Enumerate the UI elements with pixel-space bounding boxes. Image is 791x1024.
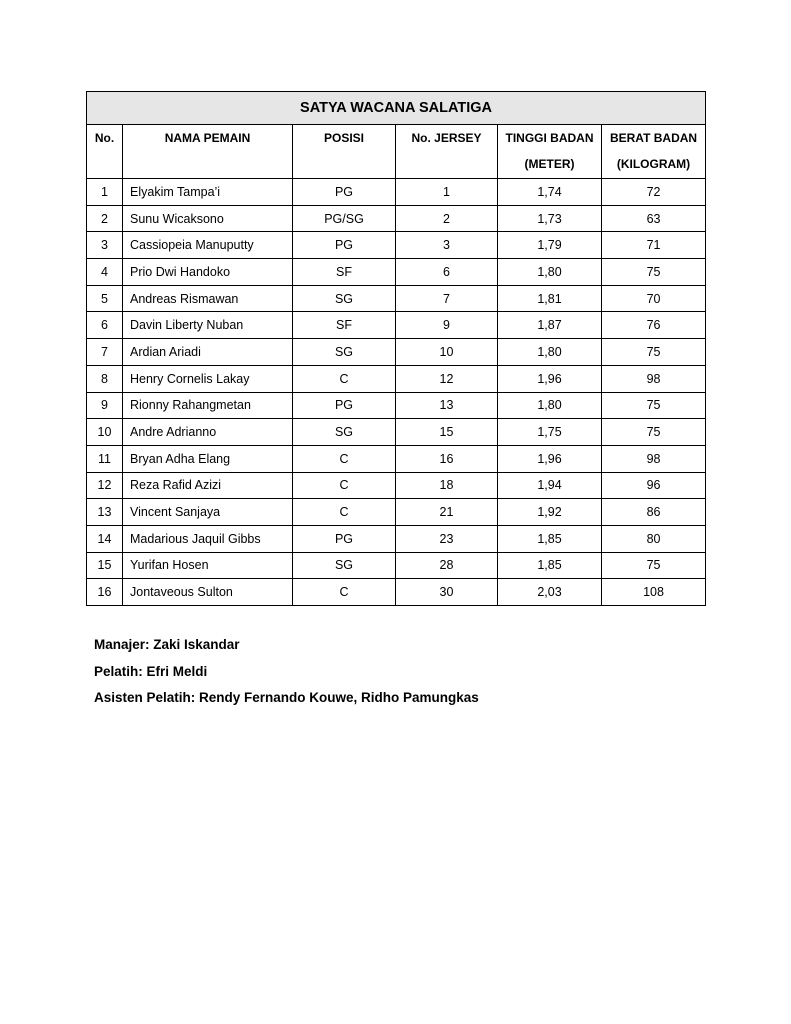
header-sublabel: (KILOGRAM) bbox=[616, 157, 691, 171]
player-name: Madarious Jaquil Gibbs bbox=[123, 525, 293, 552]
table-row bbox=[87, 499, 706, 526]
player-jersey: 23 bbox=[396, 525, 498, 552]
player-name: Jontaveous Sulton bbox=[123, 579, 293, 606]
player-position: SG bbox=[293, 339, 396, 366]
player-name: Andre Adrianno bbox=[123, 419, 293, 446]
header-sublabel bbox=[293, 151, 395, 177]
player-height: 2,03 bbox=[498, 579, 602, 606]
player-position: C bbox=[293, 579, 396, 606]
player-jersey: 12 bbox=[396, 365, 498, 392]
player-height: 1,92 bbox=[498, 499, 602, 526]
player-weight: 80 bbox=[602, 525, 706, 552]
player-weight: 70 bbox=[602, 285, 706, 312]
table-row bbox=[87, 365, 706, 392]
header-label: No. JERSEY bbox=[411, 131, 482, 145]
player-height: 1,73 bbox=[498, 205, 602, 232]
player-position: PG bbox=[293, 179, 396, 206]
player-position: C bbox=[293, 445, 396, 472]
player-name: Henry Cornelis Lakay bbox=[123, 365, 293, 392]
player-height: 1,85 bbox=[498, 525, 602, 552]
player-height: 1,80 bbox=[498, 259, 602, 286]
coach-line: Pelatih: Efri Meldi bbox=[94, 663, 208, 679]
player-jersey: 30 bbox=[396, 579, 498, 606]
player-weight: 75 bbox=[602, 339, 706, 366]
player-name: Sunu Wicaksono bbox=[123, 205, 293, 232]
player-number: 14 bbox=[87, 525, 123, 552]
header-label: TINGGI BADAN bbox=[505, 131, 594, 145]
player-jersey: 28 bbox=[396, 552, 498, 579]
player-height: 1,85 bbox=[498, 552, 602, 579]
player-position: C bbox=[293, 472, 396, 499]
header-label: POSISI bbox=[323, 131, 364, 145]
player-weight: 75 bbox=[602, 419, 706, 446]
assistant-coach-line: Asisten Pelatih: Rendy Fernando Kouwe, Ridho Pamungkas bbox=[94, 690, 479, 705]
player-weight: 72 bbox=[602, 179, 706, 206]
header-label: No. bbox=[94, 131, 115, 145]
table-title: SATYA WACANA SALATIGA bbox=[87, 92, 706, 125]
header-row bbox=[87, 125, 706, 179]
table-row bbox=[87, 259, 706, 286]
player-weight: 98 bbox=[602, 365, 706, 392]
player-jersey: 7 bbox=[396, 285, 498, 312]
table-row bbox=[87, 312, 706, 339]
player-number: 9 bbox=[87, 392, 123, 419]
header-no bbox=[87, 125, 123, 179]
player-jersey: 6 bbox=[396, 259, 498, 286]
staff-list bbox=[94, 632, 479, 712]
player-number: 3 bbox=[87, 232, 123, 259]
table-row bbox=[87, 525, 706, 552]
player-height: 1,96 bbox=[498, 445, 602, 472]
player-position: PG bbox=[293, 392, 396, 419]
player-weight: 71 bbox=[602, 232, 706, 259]
manager-line: Manajer: Zaki Iskandar bbox=[94, 637, 240, 652]
player-weight: 86 bbox=[602, 499, 706, 526]
player-jersey: 10 bbox=[396, 339, 498, 366]
table-row bbox=[87, 205, 706, 232]
roster-table bbox=[86, 91, 706, 606]
table-row bbox=[87, 472, 706, 499]
player-jersey: 18 bbox=[396, 472, 498, 499]
roster-body bbox=[87, 179, 706, 606]
player-number: 11 bbox=[87, 445, 123, 472]
player-number: 12 bbox=[87, 472, 123, 499]
player-number: 4 bbox=[87, 259, 123, 286]
player-weight: 108 bbox=[602, 579, 706, 606]
roster-sheet bbox=[86, 91, 705, 606]
player-name: Rionny Rahangmetan bbox=[123, 392, 293, 419]
header-player-name bbox=[123, 125, 293, 179]
header-height bbox=[498, 125, 602, 179]
player-jersey: 16 bbox=[396, 445, 498, 472]
player-name: Andreas Rismawan bbox=[123, 285, 293, 312]
header-sublabel: (METER) bbox=[524, 157, 575, 171]
header-sublabel bbox=[87, 151, 122, 177]
player-height: 1,81 bbox=[498, 285, 602, 312]
player-jersey: 9 bbox=[396, 312, 498, 339]
table-row bbox=[87, 445, 706, 472]
player-weight: 98 bbox=[602, 445, 706, 472]
player-weight: 96 bbox=[602, 472, 706, 499]
player-jersey: 3 bbox=[396, 232, 498, 259]
player-number: 2 bbox=[87, 205, 123, 232]
player-name: Yurifan Hosen bbox=[123, 552, 293, 579]
player-height: 1,96 bbox=[498, 365, 602, 392]
player-number: 13 bbox=[87, 499, 123, 526]
title-row bbox=[87, 92, 706, 125]
player-position: C bbox=[293, 499, 396, 526]
player-name: Bryan Adha Elang bbox=[123, 445, 293, 472]
player-height: 1,74 bbox=[498, 179, 602, 206]
player-number: 15 bbox=[87, 552, 123, 579]
player-position: C bbox=[293, 365, 396, 392]
player-height: 1,80 bbox=[498, 392, 602, 419]
player-height: 1,94 bbox=[498, 472, 602, 499]
player-name: Ardian Ariadi bbox=[123, 339, 293, 366]
player-weight: 75 bbox=[602, 552, 706, 579]
player-weight: 75 bbox=[602, 392, 706, 419]
player-height: 1,75 bbox=[498, 419, 602, 446]
player-height: 1,79 bbox=[498, 232, 602, 259]
player-jersey: 21 bbox=[396, 499, 498, 526]
player-jersey: 2 bbox=[396, 205, 498, 232]
player-jersey: 15 bbox=[396, 419, 498, 446]
player-weight: 75 bbox=[602, 259, 706, 286]
table-row bbox=[87, 552, 706, 579]
header-weight bbox=[602, 125, 706, 179]
player-name: Davin Liberty Nuban bbox=[123, 312, 293, 339]
player-name: Prio Dwi Handoko bbox=[123, 259, 293, 286]
player-number: 5 bbox=[87, 285, 123, 312]
header-label: BERAT BADAN bbox=[609, 131, 698, 145]
player-position: SF bbox=[293, 312, 396, 339]
player-number: 10 bbox=[87, 419, 123, 446]
player-name: Vincent Sanjaya bbox=[123, 499, 293, 526]
player-jersey: 1 bbox=[396, 179, 498, 206]
player-name: Elyakim Tampa’i bbox=[123, 179, 293, 206]
header-sublabel bbox=[396, 151, 497, 177]
table-row bbox=[87, 179, 706, 206]
player-height: 1,87 bbox=[498, 312, 602, 339]
player-weight: 76 bbox=[602, 312, 706, 339]
player-position: SG bbox=[293, 552, 396, 579]
table-row bbox=[87, 285, 706, 312]
player-height: 1,80 bbox=[498, 339, 602, 366]
header-jersey bbox=[396, 125, 498, 179]
player-number: 1 bbox=[87, 179, 123, 206]
player-position: SG bbox=[293, 419, 396, 446]
table-row bbox=[87, 392, 706, 419]
header-sublabel bbox=[123, 151, 292, 177]
player-name: Reza Rafid Azizi bbox=[123, 472, 293, 499]
table-row bbox=[87, 579, 706, 606]
player-jersey: 13 bbox=[396, 392, 498, 419]
header-position bbox=[293, 125, 396, 179]
player-number: 6 bbox=[87, 312, 123, 339]
player-number: 7 bbox=[87, 339, 123, 366]
player-number: 8 bbox=[87, 365, 123, 392]
player-name: Cassiopeia Manuputty bbox=[123, 232, 293, 259]
player-number: 16 bbox=[87, 579, 123, 606]
player-position: PG/SG bbox=[293, 205, 396, 232]
table-row bbox=[87, 339, 706, 366]
player-position: SF bbox=[293, 259, 396, 286]
player-position: PG bbox=[293, 525, 396, 552]
header-label: NAMA PEMAIN bbox=[164, 131, 251, 145]
table-row bbox=[87, 232, 706, 259]
player-position: SG bbox=[293, 285, 396, 312]
player-position: PG bbox=[293, 232, 396, 259]
table-row bbox=[87, 419, 706, 446]
player-weight: 63 bbox=[602, 205, 706, 232]
